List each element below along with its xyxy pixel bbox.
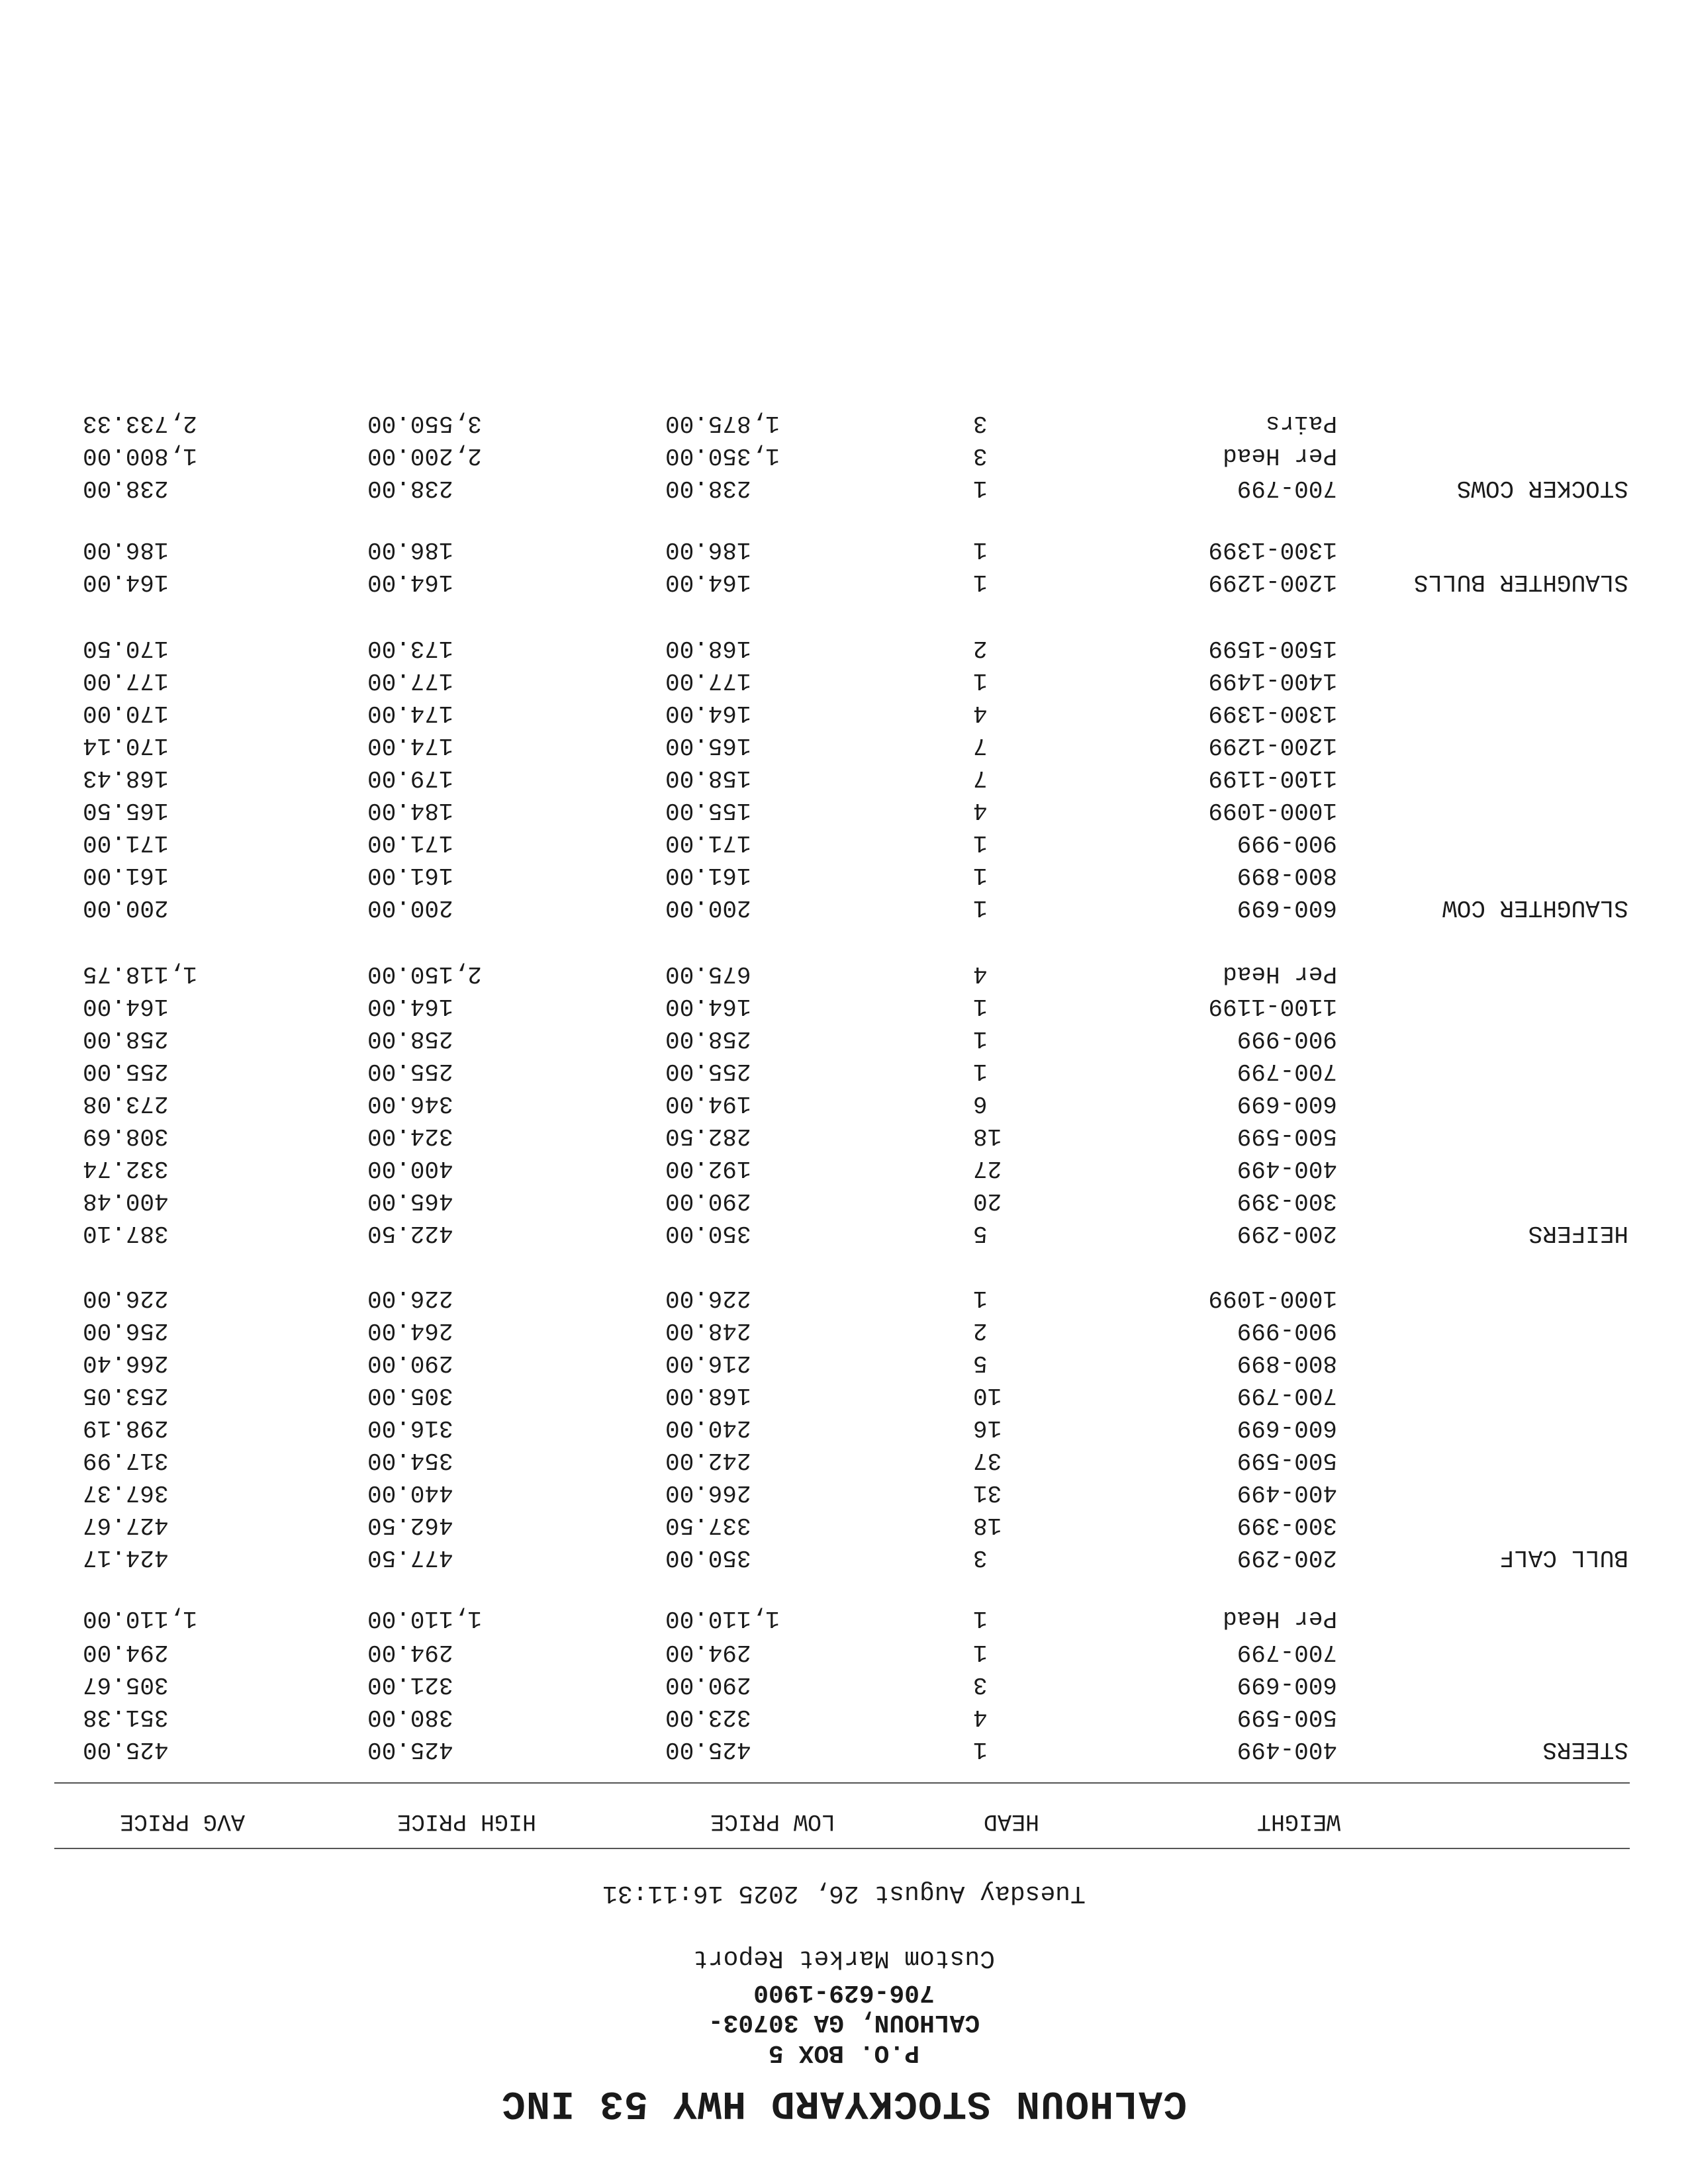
table-row: [0, 1635, 1688, 1666]
table-row: [0, 858, 1688, 889]
low-price-cell: 337.50: [665, 1512, 751, 1539]
weight-cell: 1300-1399: [1208, 700, 1337, 727]
low-price-cell: 164.00: [665, 569, 751, 596]
high-price-cell: 171.00: [367, 829, 453, 856]
row-category-label: BULL CALF: [1499, 1544, 1628, 1571]
low-price-cell: 155.00: [665, 797, 751, 824]
high-price-cell: 186.00: [367, 536, 453, 563]
low-price-cell: 161.00: [665, 862, 751, 889]
high-price-cell: 440.00: [367, 1479, 453, 1506]
head-count-cell: 2: [973, 635, 988, 662]
table-row: [0, 1379, 1688, 1409]
head-count-cell: 37: [973, 1447, 1002, 1474]
weight-cell: 500-599: [1237, 1704, 1337, 1731]
high-price-cell: 238.00: [367, 475, 453, 502]
weight-cell: 600-699: [1237, 1090, 1337, 1117]
table-row: [0, 565, 1688, 596]
low-price-cell: 258.00: [665, 1025, 751, 1052]
high-price-cell: 161.00: [367, 862, 453, 889]
high-price-cell: 422.50: [367, 1220, 453, 1247]
weight-cell: 500-599: [1237, 1122, 1337, 1150]
row-category-label: SLAUGHTER COW: [1442, 894, 1628, 921]
row-category-label: HEIFERS: [1528, 1220, 1628, 1247]
high-price-cell: 290.00: [367, 1349, 453, 1377]
low-price-cell: 226.00: [665, 1285, 751, 1312]
weight-cell: 300-399: [1237, 1187, 1337, 1214]
table-row: [0, 1443, 1688, 1474]
low-price-cell: 1,350.00: [665, 442, 780, 469]
avg-price-cell: 266.40: [83, 1349, 169, 1377]
avg-price-cell: 308.69: [83, 1122, 169, 1150]
head-count-cell: 1: [973, 1058, 988, 1085]
weight-cell: 200-299: [1237, 1544, 1337, 1571]
head-count-cell: 1: [973, 1605, 988, 1632]
avg-price-cell: 164.00: [83, 993, 169, 1020]
company-name: CALHOUN STOCKYARD HWY 53 INC: [500, 2080, 1188, 2125]
table-row: [0, 1054, 1688, 1085]
low-price-cell: 242.00: [665, 1447, 751, 1474]
low-price-cell: 158.00: [665, 764, 751, 792]
weight-cell: 1000-1099: [1208, 1285, 1337, 1312]
weight-cell: Per Head: [1223, 442, 1337, 469]
high-price-cell: 294.00: [367, 1639, 453, 1666]
low-price-cell: 177.00: [665, 667, 751, 694]
weight-cell: 1100-1199: [1208, 764, 1337, 792]
header-rule-bottom: [54, 1782, 1630, 1784]
low-price-cell: 425.00: [665, 1736, 751, 1763]
head-count-cell: 1: [973, 536, 988, 563]
table-row: [0, 1346, 1688, 1377]
head-count-cell: 3: [973, 1671, 988, 1698]
low-price-cell: 266.00: [665, 1479, 751, 1506]
high-price-cell: 173.00: [367, 635, 453, 662]
high-price-cell: 316.00: [367, 1414, 453, 1441]
high-price-cell: 258.00: [367, 1025, 453, 1052]
table-row: [0, 761, 1688, 792]
high-price-cell: 380.00: [367, 1704, 453, 1731]
high-price-cell: 400.00: [367, 1155, 453, 1182]
high-price-cell: 174.00: [367, 732, 453, 759]
low-price-cell: 255.00: [665, 1058, 751, 1085]
low-price-cell: 1,110.00: [665, 1605, 780, 1632]
avg-price-cell: 161.00: [83, 862, 169, 889]
weight-cell: 200-299: [1237, 1220, 1337, 1247]
high-price-cell: 179.00: [367, 764, 453, 792]
low-price-cell: 171.00: [665, 829, 751, 856]
avg-price-cell: 273.08: [83, 1090, 169, 1117]
avg-price-cell: 351.38: [83, 1704, 169, 1731]
table-row: [0, 989, 1688, 1020]
head-count-cell: 3: [973, 410, 988, 437]
low-price-cell: 240.00: [665, 1414, 751, 1441]
head-count-cell: 1: [973, 829, 988, 856]
weight-cell: 1000-1099: [1208, 797, 1337, 824]
weight-cell: 700-799: [1237, 1382, 1337, 1409]
table-row: [0, 1152, 1688, 1182]
avg-price-cell: 1,800.00: [83, 442, 197, 469]
avg-price-cell: 1,110.00: [83, 1605, 197, 1632]
low-price-cell: 164.00: [665, 993, 751, 1020]
head-count-cell: 6: [973, 1090, 988, 1117]
avg-price-cell: 253.05: [83, 1382, 169, 1409]
table-row: [0, 631, 1688, 662]
table-row: [0, 1541, 1688, 1571]
weight-cell: 600-699: [1237, 1671, 1337, 1698]
weight-cell: Per Head: [1223, 1605, 1337, 1632]
head-count-cell: 10: [973, 1382, 1002, 1409]
head-count-cell: 1: [973, 1639, 988, 1666]
avg-price-cell: 164.00: [83, 569, 169, 596]
table-row: [0, 957, 1688, 987]
weight-cell: 900-999: [1237, 829, 1337, 856]
weight-cell: 1300-1399: [1208, 536, 1337, 563]
avg-price-cell: 258.00: [83, 1025, 169, 1052]
high-price-cell: 425.00: [367, 1736, 453, 1763]
head-count-cell: 4: [973, 1704, 988, 1731]
high-price-cell: 264.00: [367, 1317, 453, 1344]
avg-price-cell: 177.00: [83, 667, 169, 694]
weight-cell: 700-799: [1237, 475, 1337, 502]
low-price-cell: 248.00: [665, 1317, 751, 1344]
head-count-cell: 18: [973, 1512, 1002, 1539]
avg-price-cell: 1,118.75: [83, 960, 197, 987]
low-price-cell: 323.00: [665, 1704, 751, 1731]
avg-price-cell: 200.00: [83, 894, 169, 921]
table-row: [0, 439, 1688, 469]
header-rule-top: [54, 1848, 1630, 1849]
low-price-cell: 165.00: [665, 732, 751, 759]
high-price-cell: 174.00: [367, 700, 453, 727]
low-price-cell: 194.00: [665, 1090, 751, 1117]
column-header-head: HEAD: [983, 1808, 1039, 1835]
table-row: [0, 794, 1688, 824]
weight-cell: 600-699: [1237, 894, 1337, 921]
avg-price-cell: 305.67: [83, 1671, 169, 1698]
phone-number: 706-629-1900: [753, 1978, 935, 2007]
head-count-cell: 3: [973, 442, 988, 469]
table-row: [0, 1119, 1688, 1150]
table-row: [0, 1281, 1688, 1312]
low-price-cell: 282.50: [665, 1122, 751, 1150]
head-count-cell: 5: [973, 1349, 988, 1377]
avg-price-cell: 255.00: [83, 1058, 169, 1085]
table-row: [0, 1314, 1688, 1344]
avg-price-cell: 256.00: [83, 1317, 169, 1344]
low-price-cell: 290.00: [665, 1187, 751, 1214]
high-price-cell: 477.50: [367, 1544, 453, 1571]
head-count-cell: 20: [973, 1187, 1002, 1214]
weight-cell: 1100-1199: [1208, 993, 1337, 1020]
high-price-cell: 255.00: [367, 1058, 453, 1085]
weight-cell: 700-799: [1237, 1058, 1337, 1085]
high-price-cell: 324.00: [367, 1122, 453, 1150]
table-row: [0, 1602, 1688, 1632]
column-header-weight: WEIGHT: [1256, 1808, 1340, 1835]
table-row: [0, 826, 1688, 856]
high-price-cell: 3,550.00: [367, 410, 482, 437]
table-row: [0, 1184, 1688, 1214]
head-count-cell: 31: [973, 1479, 1002, 1506]
low-price-cell: 1,875.00: [665, 410, 780, 437]
table-row: [0, 1508, 1688, 1539]
head-count-cell: 18: [973, 1122, 1002, 1150]
low-price-cell: 350.00: [665, 1220, 751, 1247]
high-price-cell: 1,110.00: [367, 1605, 482, 1632]
high-price-cell: 346.00: [367, 1090, 453, 1117]
avg-price-cell: 170.00: [83, 700, 169, 727]
avg-price-cell: 165.50: [83, 797, 169, 824]
head-count-cell: 5: [973, 1220, 988, 1247]
table-row: [0, 1700, 1688, 1731]
po-box: P.O. BOX 5: [768, 2038, 920, 2067]
high-price-cell: 2,150.00: [367, 960, 482, 987]
table-row: [0, 1476, 1688, 1506]
avg-price-cell: 317.99: [83, 1447, 169, 1474]
high-price-cell: 184.00: [367, 797, 453, 824]
low-price-cell: 350.00: [665, 1544, 751, 1571]
low-price-cell: 168.00: [665, 1382, 751, 1409]
avg-price-cell: 238.00: [83, 475, 169, 502]
weight-cell: Per Head: [1223, 960, 1337, 987]
column-header-low-price: LOW PRICE: [710, 1808, 835, 1835]
head-count-cell: 7: [973, 764, 988, 792]
low-price-cell: 192.00: [665, 1155, 751, 1182]
table-row: [0, 1216, 1688, 1247]
avg-price-cell: 294.00: [83, 1639, 169, 1666]
weight-cell: 1500-1599: [1208, 635, 1337, 662]
head-count-cell: 4: [973, 960, 988, 987]
low-price-cell: 675.00: [665, 960, 751, 987]
weight-cell: 400-499: [1237, 1479, 1337, 1506]
high-price-cell: 226.00: [367, 1285, 453, 1312]
avg-price-cell: 298.19: [83, 1414, 169, 1441]
weight-cell: 400-499: [1237, 1736, 1337, 1763]
avg-price-cell: 186.00: [83, 536, 169, 563]
low-price-cell: 216.00: [665, 1349, 751, 1377]
weight-cell: 1200-1299: [1208, 569, 1337, 596]
head-count-cell: 1: [973, 1285, 988, 1312]
head-count-cell: 1: [973, 1736, 988, 1763]
avg-price-cell: 367.37: [83, 1479, 169, 1506]
low-price-cell: 164.00: [665, 700, 751, 727]
low-price-cell: 290.00: [665, 1671, 751, 1698]
high-price-cell: 177.00: [367, 667, 453, 694]
weight-cell: 1400-1499: [1208, 667, 1337, 694]
high-price-cell: 465.00: [367, 1187, 453, 1214]
avg-price-cell: 425.00: [83, 1736, 169, 1763]
city-state-zip: CALHOUN, GA 30703-: [708, 2008, 980, 2036]
high-price-cell: 164.00: [367, 569, 453, 596]
high-price-cell: 321.00: [367, 1671, 453, 1698]
avg-price-cell: 170.14: [83, 732, 169, 759]
weight-cell: 800-899: [1237, 1349, 1337, 1377]
avg-price-cell: 226.00: [83, 1285, 169, 1312]
weight-cell: 800-899: [1237, 862, 1337, 889]
low-price-cell: 186.00: [665, 536, 751, 563]
table-row: [0, 729, 1688, 759]
row-category-label: SLAUGHTER BULLS: [1413, 569, 1628, 596]
report-date: Tuesday August 26, 2025 16:11:31: [602, 1879, 1086, 1907]
head-count-cell: 1: [973, 862, 988, 889]
table-row: [0, 1087, 1688, 1117]
head-count-cell: 1: [973, 475, 988, 502]
weight-cell: 500-599: [1237, 1447, 1337, 1474]
avg-price-cell: 400.48: [83, 1187, 169, 1214]
head-count-cell: 16: [973, 1414, 1002, 1441]
high-price-cell: 200.00: [367, 894, 453, 921]
low-price-cell: 238.00: [665, 475, 751, 502]
table-row: [0, 471, 1688, 502]
head-count-cell: 27: [973, 1155, 1002, 1182]
report-title: Custom Market Report: [692, 1944, 996, 1972]
head-count-cell: 4: [973, 797, 988, 824]
column-header-avg-price: AVG PRICE: [119, 1808, 245, 1835]
head-count-cell: 7: [973, 732, 988, 759]
avg-price-cell: 168.43: [83, 764, 169, 792]
avg-price-cell: 170.50: [83, 635, 169, 662]
weight-cell: 400-499: [1237, 1155, 1337, 1182]
high-price-cell: 462.50: [367, 1512, 453, 1539]
column-header-high-price: HIGH PRICE: [397, 1808, 536, 1835]
weight-cell: 700-799: [1237, 1639, 1337, 1666]
low-price-cell: 294.00: [665, 1639, 751, 1666]
table-row: [0, 1022, 1688, 1052]
low-price-cell: 200.00: [665, 894, 751, 921]
table-row: [0, 533, 1688, 563]
head-count-cell: 2: [973, 1317, 988, 1344]
weight-cell: 300-399: [1237, 1512, 1337, 1539]
table-row: [0, 891, 1688, 921]
head-count-cell: 1: [973, 894, 988, 921]
low-price-cell: 168.00: [665, 635, 751, 662]
high-price-cell: 164.00: [367, 993, 453, 1020]
table-row: [0, 664, 1688, 694]
table-row: [0, 1668, 1688, 1698]
weight-cell: 1200-1299: [1208, 732, 1337, 759]
head-count-cell: 1: [973, 667, 988, 694]
high-price-cell: 2,200.00: [367, 442, 482, 469]
weight-cell: Pairs: [1265, 410, 1337, 437]
head-count-cell: 1: [973, 993, 988, 1020]
weight-cell: 900-999: [1237, 1025, 1337, 1052]
table-row: [0, 406, 1688, 437]
head-count-cell: 3: [973, 1544, 988, 1571]
avg-price-cell: 171.00: [83, 829, 169, 856]
avg-price-cell: 424.17: [83, 1544, 169, 1571]
weight-cell: 600-699: [1237, 1414, 1337, 1441]
high-price-cell: 354.00: [367, 1447, 453, 1474]
table-row: [0, 1411, 1688, 1441]
avg-price-cell: 427.67: [83, 1512, 169, 1539]
avg-price-cell: 2,733.33: [83, 410, 197, 437]
table-row: [0, 1733, 1688, 1763]
table-row: [0, 696, 1688, 727]
head-count-cell: 1: [973, 569, 988, 596]
avg-price-cell: 332.74: [83, 1155, 169, 1182]
row-category-label: STEERS: [1542, 1736, 1628, 1763]
avg-price-cell: 387.10: [83, 1220, 169, 1247]
row-category-label: STOCKER COWS: [1456, 475, 1628, 502]
head-count-cell: 1: [973, 1025, 988, 1052]
high-price-cell: 305.00: [367, 1382, 453, 1409]
weight-cell: 900-999: [1237, 1317, 1337, 1344]
head-count-cell: 4: [973, 700, 988, 727]
